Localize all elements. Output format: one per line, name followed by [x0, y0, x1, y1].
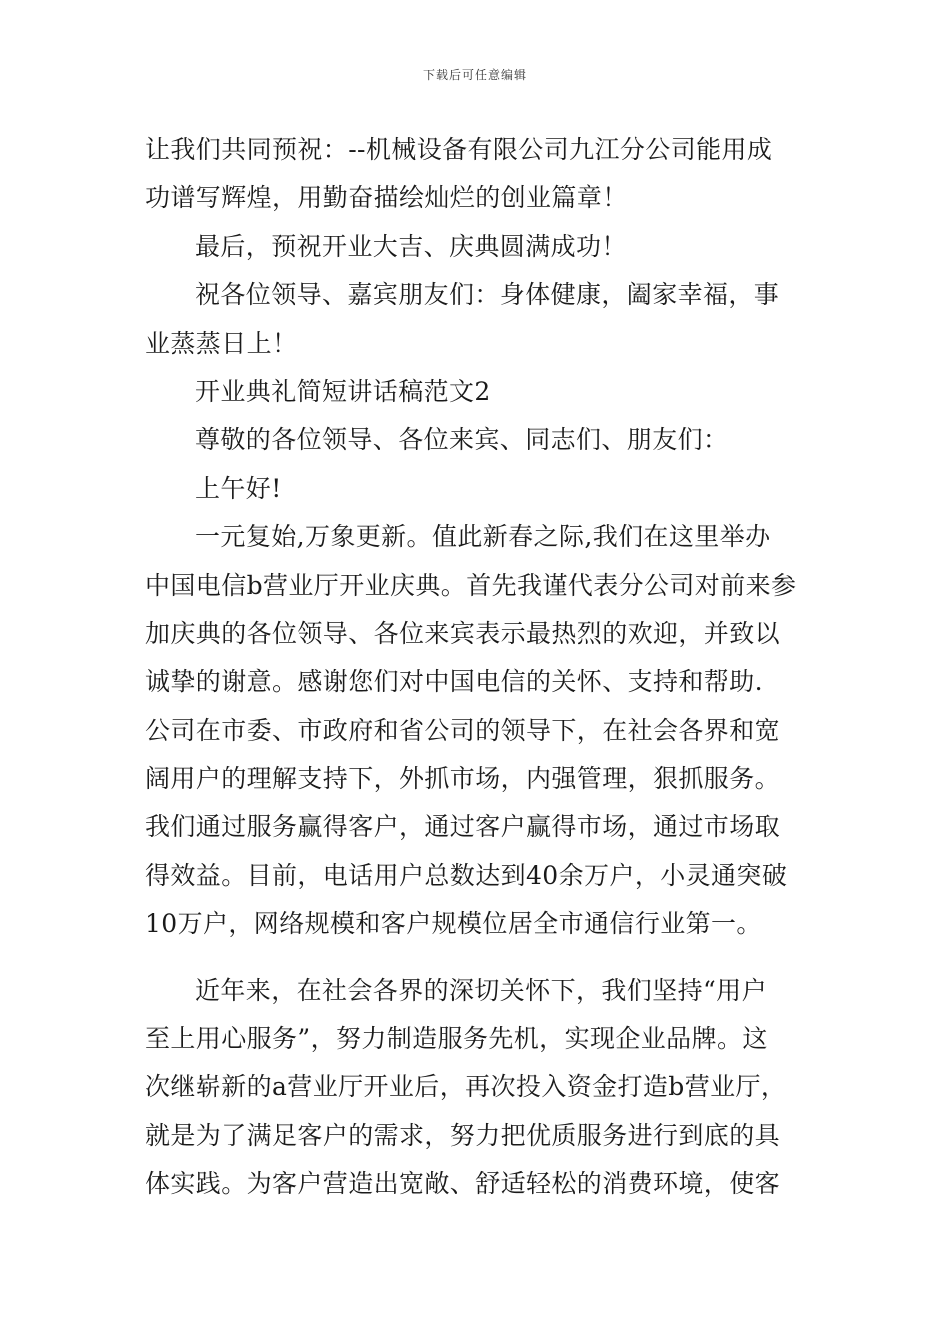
text-line: 祝各位领导、嘉宾朋友们：身体健康，阖家幸福，事: [195, 280, 780, 310]
section-heading: 开业典礼简短讲话稿范文2: [195, 376, 491, 406]
text-line: 我们通过服务赢得客户，通过客户赢得市场，通过市场取: [145, 812, 781, 842]
paragraph-gap: [145, 949, 810, 967]
text-line: 中国电信b营业厅开业庆典。首先我谨代表分公司对前来参: [145, 570, 797, 600]
greeting: 上午好!: [195, 473, 282, 503]
text-line: 阔用户的理解支持下，外抓市场，内强管理，狠抓服务。: [145, 764, 781, 794]
text-line: 一元复始,万象更新。值此新春之际,我们在这里举办: [195, 522, 771, 552]
document-body: [145, 126, 810, 1209]
page-header: 下载后可任意编辑: [422, 68, 527, 82]
text-line: 得效益。目前，电话用户总数达到40余万户，小灵通突破: [145, 860, 788, 890]
text-line: 加庆典的各位领导、各位来宾表示最热烈的欢迎，并致以: [145, 618, 781, 648]
text-line: 最后，预祝开业大吉、庆典圆满成功！: [195, 231, 627, 261]
text-line: 让我们共同预祝：--机械设备有限公司九江分公司能用成: [145, 135, 773, 164]
text-line: 就是为了满足客户的需求，努力把优质服务进行到底的具: [145, 1120, 781, 1150]
text-line: 公司在市委、市政府和省公司的领导下，在社会各界和宽: [145, 715, 781, 745]
text-line: 功谱写辉煌，用勤奋描绘灿烂的创业篇章！: [145, 183, 628, 213]
text-line: 近年来，在社会各界的深切关怀下，我们坚持“用户: [195, 975, 767, 1005]
text-line: 次继崭新的a营业厅开业后，再次投入资金打造b营业厅，: [145, 1072, 787, 1102]
salutation: 尊敬的各位领导、各位来宾、同志们、朋友们：: [195, 425, 729, 455]
text-line: 10万户，网络规模和客户规模位居全市通信行业第一。: [145, 909, 762, 939]
text-line: 体实践。为客户营造出宽敞、舒适轻松的消费环境，使客: [145, 1169, 781, 1199]
text-line: 业蒸蒸日上！: [145, 328, 298, 358]
text-line: 诚挚的谢意。感谢您们对中国电信的关怀、支持和帮助.: [145, 667, 763, 697]
text-line: 至上用心服务”，努力制造服务先机，实现企业品牌。这: [145, 1024, 768, 1054]
